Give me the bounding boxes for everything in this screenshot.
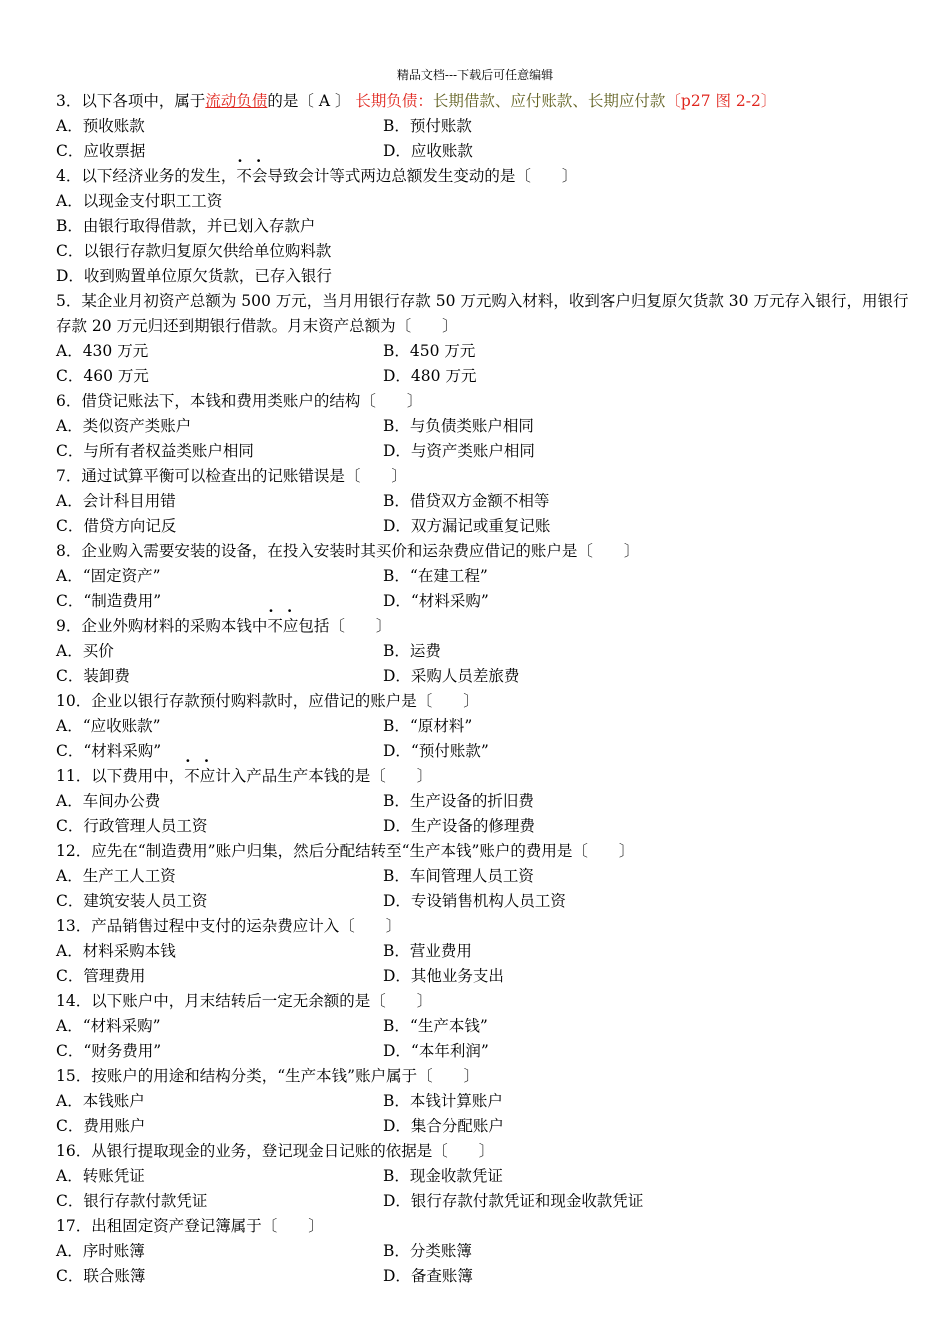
option-d: D．备查账簿	[383, 1267, 473, 1285]
question-8-options-row1	[56, 564, 916, 589]
question-3-stem: 3．以下各项中，属于流动负债的是〔 A 〕 长期负债：长期借款、应付账款、长期应付款〔p27 图 2-2〕	[56, 92, 777, 110]
option-d: D．双方漏记或重复记账	[383, 517, 551, 535]
question-17-options-row1	[56, 1239, 916, 1264]
option-d: D．“预付账款”	[383, 742, 489, 760]
question-10-stem: 10．企业以银行存款预付购料款时，应借记的账户是〔 〕	[56, 692, 479, 710]
question-15-options-row2	[56, 1114, 916, 1139]
option-d: D．收到购置单位原欠货款，已存入银行	[56, 267, 332, 285]
option-a: A．车间办公费	[56, 792, 161, 810]
option-c: C．以银行存款归复原欠供给单位购料款	[56, 242, 332, 260]
emphasis-dots: · · 不应	[267, 614, 298, 639]
question-11-options-row2	[56, 814, 916, 839]
option-d: D．集合分配账户	[383, 1117, 504, 1135]
question-17-options-row2	[56, 1264, 916, 1289]
option-c: C．应收票据	[56, 142, 146, 160]
question-12-options-row1	[56, 864, 916, 889]
question-4-stem: 4．以下经济业务的发生，· · 不会导致会计等式两边总额发生变动的是〔 〕	[56, 164, 916, 189]
option-c: C．费用账户	[56, 1117, 146, 1135]
option-a: A．预收账款	[56, 117, 145, 135]
option-c: C．“财务费用”	[56, 1042, 162, 1060]
option-d: D．采购人员差旅费	[383, 667, 520, 685]
option-d: D．专设销售机构人员工资	[383, 892, 566, 910]
note-long-term-items: 长期借款、应付账款、长期应付款	[432, 92, 666, 110]
question-8-stem: 8．企业购入需要安装的设备，在投入安装时其买价和运杂费应借记的账户是〔 〕	[56, 542, 640, 560]
question-9-options-row1	[56, 639, 916, 664]
option-d: D．银行存款付款凭证和现金收款凭证	[383, 1192, 644, 1210]
option-d: D．其他业务支出	[383, 967, 504, 985]
option-c: C．装卸费	[56, 667, 130, 685]
option-c: C．460 万元	[56, 367, 149, 385]
emphasis-dots: · · 不会	[236, 164, 267, 189]
option-a: A．转账凭证	[56, 1167, 145, 1185]
option-d: D．“本年利润”	[383, 1042, 489, 1060]
current-liability-link[interactable]: 流动负债	[205, 92, 268, 110]
option-b: B．营业费用	[383, 942, 472, 960]
question-3-options-row2	[56, 139, 916, 164]
option-d: D．480 万元	[383, 367, 477, 385]
question-10-options-row1	[56, 714, 916, 739]
option-c: C．管理费用	[56, 967, 146, 985]
option-b: B．与负债类账户相同	[383, 417, 534, 435]
option-a: A．以现金支付职工工资	[56, 192, 223, 210]
option-b: B．本钱计算账户	[383, 1092, 503, 1110]
option-d: D．“材料采购”	[383, 592, 489, 610]
question-13-options-row2	[56, 964, 916, 989]
option-a: A．买价	[56, 642, 114, 660]
question-15-stem: 15．按账户的用途和结构分类，“生产本钱”账户属于〔 〕	[56, 1067, 480, 1085]
question-11-stem: 11．以下费用中，· · 不应计入产品生产本钱的是〔 〕	[56, 764, 916, 789]
note-long-term-liability: 长期负债：	[355, 92, 433, 110]
option-c: C．银行存款付款凭证	[56, 1192, 208, 1210]
option-a: A．“固定资产”	[56, 567, 161, 585]
question-7-stem: 7．通过试算平衡可以检查出的记账错误是〔 〕	[56, 467, 407, 485]
question-8-options-row2	[56, 589, 916, 614]
option-b: B．“原材料”	[383, 717, 473, 735]
question-list	[56, 89, 916, 1289]
option-c: C．“材料采购”	[56, 742, 162, 760]
question-9-options-row2	[56, 664, 916, 689]
option-b: B．运费	[383, 642, 441, 660]
question-11-options-row1	[56, 789, 916, 814]
option-a: A．“应收账款”	[56, 717, 161, 735]
question-13-stem: 13．产品销售过程中支付的运杂费应计入〔 〕	[56, 917, 402, 935]
option-a: A．“材料采购”	[56, 1017, 161, 1035]
page-header-note: 精品文档---下载后可任意编辑	[396, 68, 554, 82]
option-c: C．联合账簿	[56, 1267, 146, 1285]
option-a: A．会计科目用错	[56, 492, 176, 510]
option-b: B．450 万元	[383, 342, 476, 360]
question-6-options-row1	[56, 414, 916, 439]
question-7-options-row2	[56, 514, 916, 539]
emphasis-dots: · · 不应	[184, 764, 215, 789]
option-d: D．应收账款	[383, 142, 473, 160]
option-c: C．与所有者权益类账户相同	[56, 442, 254, 460]
option-b: B．“在建工程”	[383, 567, 488, 585]
question-6-stem: 6．借贷记账法下，本钱和费用类账户的结构〔 〕	[56, 392, 423, 410]
question-5-options-row2	[56, 364, 916, 389]
question-14-stem: 14．以下账户中，月末结转后一定无余额的是〔 〕	[56, 992, 433, 1010]
option-c: C．“制造费用”	[56, 592, 162, 610]
question-9-stem: 9．企业外购材料的采购本钱中· · 不应包括〔 〕	[56, 614, 916, 639]
question-17-stem: 17．出租固定资产登记簿属于〔 〕	[56, 1217, 324, 1235]
option-a: A．430 万元	[56, 342, 149, 360]
question-16-options-row2	[56, 1189, 916, 1214]
option-d: D．与资产类账户相同	[383, 442, 535, 460]
question-12-options-row2	[56, 889, 916, 914]
question-5-stem: 5．某企业月初资产总额为 500 万元，当月用银行存款 50 万元购入材料，收到客户归复原欠货款 30 万元存入银行，用银行存款 20 万元归还到期银行借款。月末资产总额为〔 〕	[56, 292, 909, 335]
question-16-options-row1	[56, 1164, 916, 1189]
option-d: D．生产设备的修理费	[383, 817, 535, 835]
option-b: B．生产设备的折旧费	[383, 792, 534, 810]
option-a: A．类似资产类账户	[56, 417, 192, 435]
option-c: C．建筑安装人员工资	[56, 892, 208, 910]
option-a: A．生产工人工资	[56, 867, 176, 885]
question-13-options-row1	[56, 939, 916, 964]
question-16-stem: 16．从银行提取现金的业务，登记现金日记账的依据是〔 〕	[56, 1142, 495, 1160]
question-12-stem: 12．应先在“制造费用”账户归集，然后分配结转至“生产本钱”账户的费用是〔 〕	[56, 842, 635, 860]
option-a: A．序时账簿	[56, 1242, 145, 1260]
question-5-options-row1	[56, 339, 916, 364]
option-b: B．现金收款凭证	[383, 1167, 503, 1185]
question-14-options-row1	[56, 1014, 916, 1039]
option-b: B．借贷双方金额不相等	[383, 492, 550, 510]
option-c: C．借贷方向记反	[56, 517, 177, 535]
option-b: B．“生产本钱”	[383, 1017, 488, 1035]
option-b: B．由银行取得借款，并已划入存款户	[56, 217, 316, 235]
question-6-options-row2	[56, 439, 916, 464]
note-page-ref: 〔p27 图 2-2〕	[665, 92, 777, 110]
question-14-options-row2	[56, 1039, 916, 1064]
option-c: C．行政管理人员工资	[56, 817, 208, 835]
option-a: A．材料采购本钱	[56, 942, 176, 960]
question-3-options-row1	[56, 114, 916, 139]
question-15-options-row1	[56, 1089, 916, 1114]
option-b: B．车间管理人员工资	[383, 867, 534, 885]
option-a: A．本钱账户	[56, 1092, 145, 1110]
question-7-options-row1	[56, 489, 916, 514]
option-b: B．分类账簿	[383, 1242, 472, 1260]
option-b: B．预付账款	[383, 117, 472, 135]
